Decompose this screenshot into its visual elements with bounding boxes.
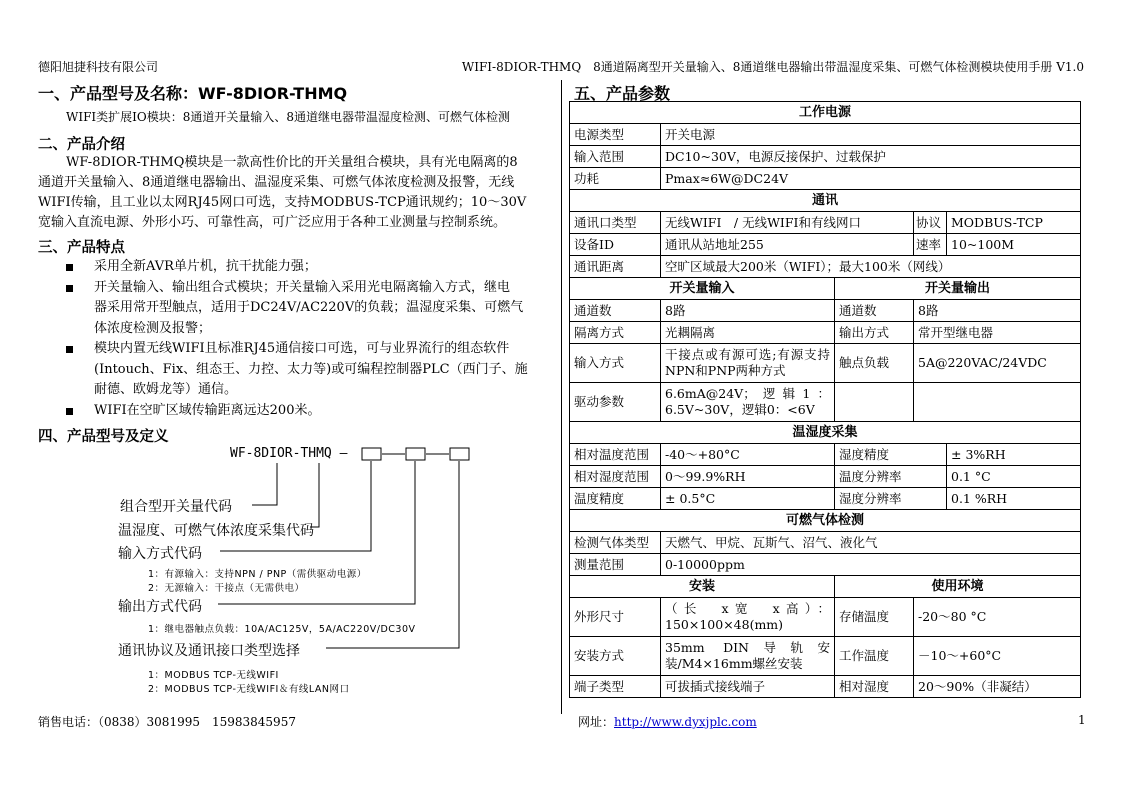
- table-row: [570, 102, 1081, 124]
- intro-line: 通道开关量输入、8通道继电器输出、温湿度采集、可燃气体浓度检测及报警，无线: [38, 175, 515, 190]
- table-row: 外形尺寸 （长 x宽 x高）：150×100×48(mm) 存储温度 -20～80 °C: [570, 598, 1081, 637]
- def-output-code: 输出方式代码: [118, 599, 202, 615]
- def-output-option-1: 1：继电器触点负载：10A/AC125V，5A/AC220V/DC30V: [148, 624, 416, 635]
- def-input-option-1: 1：有源输入：支持NPN / PNP（需供驱动电源）: [148, 569, 367, 580]
- table-row: 通讯距离 空旷区域最大200米（WIFI）；最大100米（网线）: [570, 256, 1081, 278]
- table-row: 功耗 Pmax≈6W@DC24V: [570, 168, 1081, 190]
- def-combo-code: 组合型开关量代码: [120, 499, 232, 515]
- def-sensor-code: 温湿度、可燃气体浓度采集代码: [118, 523, 314, 539]
- list-item: 采用全新AVR单片机，抗干扰能力强；: [66, 257, 550, 278]
- table-row: 相对湿度范围 0～99.9%RH 温度分辨率 0.1 °C: [570, 466, 1081, 488]
- table-row: 温度精度 ± 0.5°C 湿度分辨率 0.1 %RH: [570, 488, 1081, 510]
- def-input-code: 输入方式代码: [118, 546, 202, 562]
- do-header: 开关量输出: [835, 278, 1081, 300]
- intro-line: WIFI传输，且工业以太网RJ45网口可选，支持MODBUS-TCP通讯规约；10～30V: [38, 195, 527, 210]
- table-row: [570, 190, 1081, 212]
- website-link[interactable]: http://www.dyxjplc.com: [614, 715, 757, 729]
- section-5-title: 五、产品参数: [574, 84, 671, 103]
- def-comm-code: 通讯协议及通讯接口类型选择: [118, 643, 300, 659]
- section-2-title: 二、产品介绍: [38, 137, 125, 153]
- comm-header: 通讯: [570, 190, 1081, 212]
- table-row: [570, 576, 1081, 598]
- install-header: 安装: [570, 576, 835, 598]
- table-row: [570, 278, 1081, 300]
- list-item: WIFI在空旷区域传输距离远达200米。: [66, 401, 550, 422]
- intro-line: WF-8DIOR-THMQ模块是一款高性价比的开关量组合模块，具有光电隔离的8: [66, 155, 518, 170]
- document-title: WIFI-8DIOR-THMQ 8通道隔离型开关量输入、8通道继电器输出带温湿度采集、可燃气体检测模块使用手册 V1.0: [461, 60, 1084, 74]
- sales-phone: 销售电话：（0838）3081995 15983845957: [38, 715, 296, 729]
- table-row: 设备ID 通讯从站地址255 速率 10~100M: [570, 234, 1081, 256]
- section-1-subtitle: WIFI类扩展IO模块：8通道开关量输入、8通道继电器带温湿度检测、可燃气体检测: [66, 110, 510, 124]
- table-row: 输入范围 DC10~30V，电源反接保护、过载保护: [570, 146, 1081, 168]
- table-row: 相对温度范围 -40～+80°C 湿度精度 ± 3%RH: [570, 444, 1081, 466]
- intro-line: 宽输入直流电源、外形小巧、可靠性高，可广泛应用于各种工业测量与控制系统。: [38, 215, 507, 230]
- gas-header: 可燃气体检测: [570, 510, 1081, 532]
- table-row: 电源类型 开关电源: [570, 124, 1081, 146]
- parameter-table: [569, 101, 1081, 698]
- website: 网址：http://www.dyxjplc.com: [578, 715, 757, 729]
- table-row: 输入方式 干接点或有源可选;有源支持NPN和PNP两种方式 触点负载 5A@220VAC/24VDC: [570, 344, 1081, 383]
- def-comm-option-2: 2：MODBUS TCP-无线WIFI＆有线LAN网口: [148, 684, 350, 695]
- code-box-2: [406, 448, 425, 460]
- code-box-3: [450, 448, 469, 460]
- table-row: 驱动参数 6.6mA@24V；逻辑1：6.5V~30V，逻辑0：<6V: [570, 383, 1081, 422]
- list-item: 开关量输入、输出组合式模块；开关量输入采用光电隔离输入方式，继电 器采用常开型触点，适用于DC24V/AC220V的负载；温湿度采集、可燃气 体浓度检测及报警；: [66, 278, 550, 340]
- table-row: [570, 422, 1081, 444]
- section-1-title: 一、产品型号及名称：WF-8DIOR-THMQ: [38, 84, 348, 103]
- table-row: [570, 510, 1081, 532]
- table-row: 端子类型 可拔插式接线端子 相对湿度 20～90%（非凝结）: [570, 676, 1081, 698]
- section-4-title: 四、产品型号及定义: [38, 429, 169, 445]
- model-code: WF-8DIOR-THMQ —: [230, 446, 348, 461]
- def-input-option-2: 2：无源输入：干接点（无需供电）: [148, 583, 305, 594]
- table-row: 隔离方式 光耦隔离 输出方式 常开型继电器: [570, 322, 1081, 344]
- table-row: 通道数 8路 通道数 8路: [570, 300, 1081, 322]
- def-comm-option-1: 1：MODBUS TCP-无线WIFI: [148, 670, 279, 681]
- table-row: 安装方式 35mm DIN导轨安装/M4×16mm螺丝安装 工作温度 －10～+60°C: [570, 637, 1081, 676]
- table-row: 测量范围 0-10000ppm: [570, 554, 1081, 576]
- company-name: 德阳旭捷科技有限公司: [38, 60, 159, 74]
- di-header: 开关量输入: [570, 278, 835, 300]
- list-item: 模块内置无线WIFI且标准RJ45通信接口可选，可与业界流行的组态软件 (Intouch、Fix、组态王、力控、太力等)或可编程控制器PLC（西门子、施 耐德、欧姆龙等）通信。: [66, 339, 550, 401]
- page-number: 1: [1078, 713, 1086, 727]
- table-row: 通讯口类型 无线WIFI / 无线WIFI和有线网口 协议 MODBUS-TCP: [570, 212, 1081, 234]
- table-row: 检测气体类型 天燃气、甲烷、瓦斯气、沼气、液化气: [570, 532, 1081, 554]
- env-header: 使用环境: [835, 576, 1081, 598]
- code-box-1: [362, 448, 381, 460]
- power-header: 工作电源: [570, 102, 1081, 124]
- th-header: 温湿度采集: [570, 422, 1081, 444]
- section-3-title: 三、产品特点: [38, 240, 125, 256]
